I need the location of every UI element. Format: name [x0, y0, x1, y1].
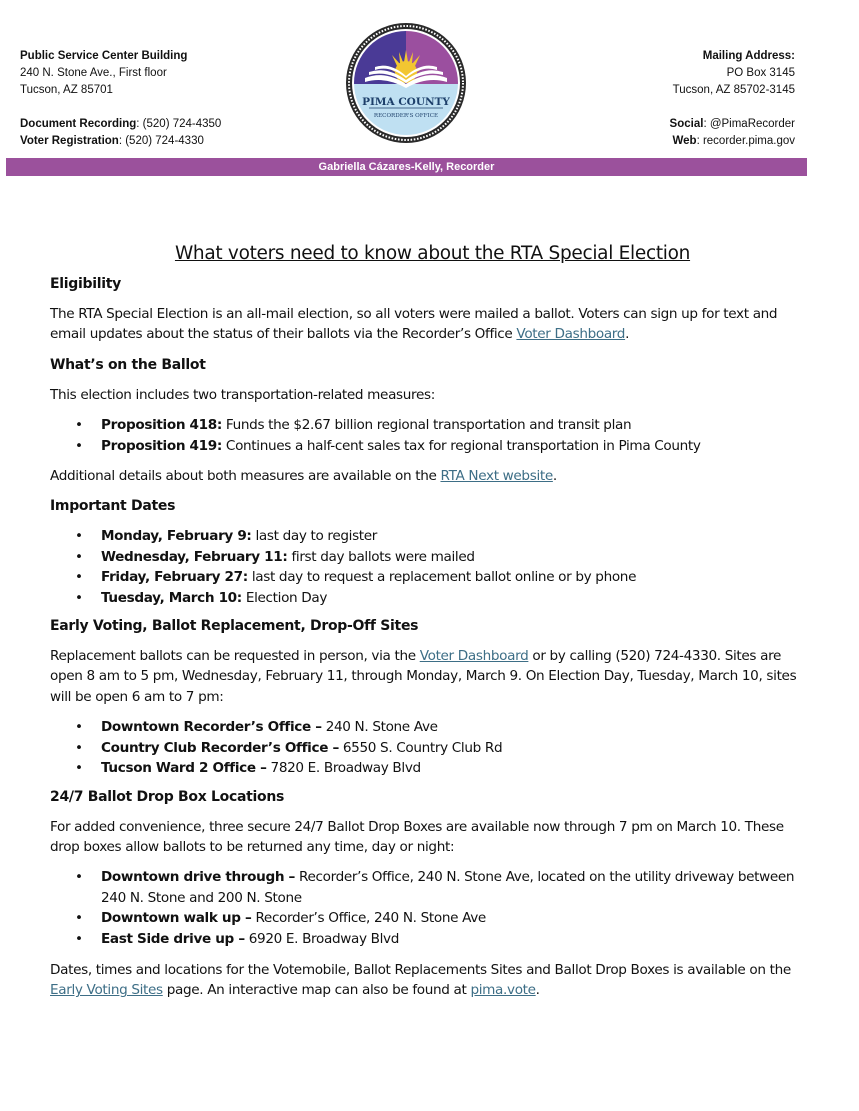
- measure-description: Funds the $2.67 billion regional transportation and transit plan: [221, 417, 632, 434]
- eligibility-text: [50, 304, 815, 345]
- site-name: Downtown Recorder’s Office –: [101, 719, 322, 736]
- important-dates-list: [50, 526, 815, 608]
- early-text-start: Replacement ballots can be requested in person, via the: [50, 648, 420, 665]
- drop-box-list: [50, 867, 815, 949]
- recorder-name-bar: Gabriella Cázares-Kelly, Recorder: [6, 158, 807, 176]
- header-left-contact: [20, 48, 221, 150]
- details-text: Additional details about both measures are available on the: [50, 468, 441, 485]
- page-title: What voters need to know about the RTA Special Election: [174, 243, 691, 264]
- ballot-details: [50, 466, 815, 486]
- important-dates-heading: Important Dates: [50, 498, 176, 515]
- site-name: Tucson Ward 2 Office –: [101, 760, 267, 777]
- list-item: [101, 738, 815, 758]
- list-item: [101, 547, 815, 567]
- social-value: : @PimaRecorder: [703, 118, 795, 130]
- site-address: 240 N. Stone Ave: [321, 719, 438, 736]
- drop-box-text: For added convenience, three secure 24/7 Ballot Drop Boxes are available now through 7 pm on March 10. These drop boxes allow ballots to be returned any time, day or night:: [50, 818, 784, 855]
- list-item: [101, 717, 815, 737]
- social-line: [670, 116, 795, 133]
- list-item: [101, 867, 815, 908]
- social-label: Social: [669, 118, 704, 130]
- document-recording-phone: : (520) 724-4350: [136, 118, 222, 130]
- early-voting-text: [50, 646, 815, 707]
- list-item: [101, 929, 815, 949]
- drop-box-heading: 24/7 Ballot Drop Box Locations: [50, 788, 285, 805]
- list-item: [101, 436, 815, 456]
- drop-box-address: 6920 E. Broadway Blvd: [244, 930, 400, 947]
- mailing-po-box: PO Box 3145: [726, 67, 795, 79]
- document-body: [50, 240, 815, 1001]
- drop-box-address: Recorder’s Office, 240 N. Stone Ave: [251, 910, 486, 927]
- list-item: [101, 415, 815, 435]
- drop-box-name: Downtown drive through –: [101, 869, 296, 886]
- date-description: last day to request a replacement ballot online or by phone: [247, 569, 637, 586]
- mailing-city: Tucson, AZ 85702-3145: [672, 84, 795, 96]
- site-address: 7820 E. Broadway Blvd: [266, 760, 421, 777]
- footer-text-middle: page. An interactive map can also be found at: [162, 982, 471, 999]
- eligibility-body: The RTA Special Election is an all-mail election, so all voters were mailed a ballot. Voters can sign up for text and email updates about the status of their ballots via the Recorder’s Office: [50, 306, 778, 343]
- web-value: : recorder.pima.gov: [696, 135, 795, 147]
- early-voting-sites-link[interactable]: Early Voting Sites: [50, 982, 163, 999]
- date-label: Tuesday, March 10:: [101, 589, 242, 606]
- list-item: [101, 758, 815, 778]
- early-voting-sites-list: [50, 717, 815, 778]
- eligibility-heading: Eligibility: [50, 276, 121, 292]
- site-address: 6550 S. Country Club Rd: [338, 739, 503, 756]
- web-line: [670, 133, 795, 150]
- early-text-end: or by calling (520) 724-4330. Sites are open 8 am to 5 pm, Wednesday, February 11, through Monday, March 9. On Election Day, Tuesday, March 10, sites will be open 6 am to 7 pm:: [50, 648, 797, 705]
- early-voting-heading: Early Voting, Ballot Replacement, Drop-Off Sites: [50, 618, 419, 635]
- pima-vote-link[interactable]: pima.vote: [470, 982, 536, 999]
- date-description: first day ballots were mailed: [287, 548, 475, 565]
- site-name: Country Club Recorder’s Office –: [101, 739, 339, 756]
- measure-description: Continues a half-cent sales tax for regional transportation in Pima County: [221, 437, 701, 454]
- date-label: Monday, February 9:: [101, 528, 252, 545]
- drop-box-name: Downtown walk up –: [101, 910, 252, 927]
- building-city: Tucson, AZ 85701: [20, 84, 113, 96]
- header-right-contact: [670, 48, 795, 150]
- footer-text-start: Dates, times and locations for the Votemobile, Ballot Replacements Sites and Ballot Drop Boxes is available on the: [50, 961, 791, 978]
- voter-dashboard-link[interactable]: Voter Dashboard: [419, 648, 529, 665]
- voter-registration-line: [20, 133, 221, 150]
- date-description: last day to register: [251, 528, 378, 545]
- building-name: Public Service Center Building: [20, 50, 188, 62]
- list-item: [101, 567, 815, 587]
- date-label: Friday, February 27:: [101, 569, 248, 586]
- list-item: [101, 588, 815, 608]
- list-item: [101, 526, 815, 546]
- punctuation: .: [535, 982, 540, 999]
- drop-box-name: East Side drive up –: [101, 930, 245, 947]
- measure-name: Proposition 418:: [101, 417, 222, 434]
- ballot-intro: This election includes two transportation-related measures:: [50, 386, 435, 403]
- rta-next-website-link[interactable]: RTA Next website: [440, 468, 553, 485]
- building-street: 240 N. Stone Ave., First floor: [20, 67, 167, 79]
- date-label: Wednesday, February 11:: [101, 548, 288, 565]
- pima-county-recorder-logo: [345, 22, 467, 144]
- drop-box-address: Recorder’s Office, 240 N. Stone Ave, located on the utility driveway between 240 N. Stone and 200 N. Stone: [101, 869, 795, 906]
- logo-subtitle: RECORDER'S OFFICE: [373, 113, 439, 119]
- logo-title: PIMA COUNTY: [362, 96, 450, 108]
- punctuation: .: [625, 326, 630, 343]
- voter-dashboard-link[interactable]: Voter Dashboard: [516, 326, 626, 343]
- mailing-address-label: Mailing Address:: [702, 50, 795, 62]
- date-description: Election Day: [241, 589, 328, 606]
- document-recording-label: Document Recording: [20, 118, 137, 130]
- voter-registration-label: Voter Registration: [20, 135, 119, 147]
- voter-registration-phone: : (520) 724-4330: [118, 135, 204, 147]
- list-item: [101, 908, 815, 928]
- ballot-heading: What’s on the Ballot: [50, 356, 206, 373]
- ballot-measures-list: [50, 415, 815, 456]
- footer-text: [50, 960, 815, 1001]
- punctuation: .: [552, 468, 557, 485]
- measure-name: Proposition 419:: [101, 437, 222, 454]
- document-recording-line: [20, 116, 221, 133]
- web-label: Web: [672, 135, 697, 147]
